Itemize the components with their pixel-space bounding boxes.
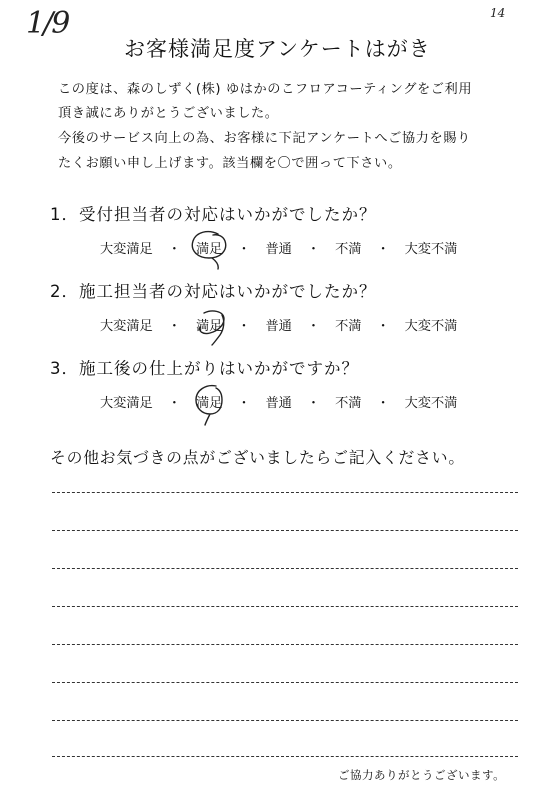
thank-you-footer: ご協力ありがとうございます。	[338, 768, 506, 782]
page-title: お客様満足度アンケートはがき	[124, 37, 431, 61]
option-neutral[interactable]: 普通	[265, 319, 292, 334]
option-satisfied[interactable]	[196, 238, 222, 257]
option-very-dissatisfied[interactable]: 大変不満	[404, 319, 458, 334]
handwritten-date: 1/9	[26, 6, 69, 41]
comment-line	[52, 530, 518, 531]
option-neutral[interactable]: 普通	[265, 242, 292, 257]
intro-line-3: 今後のサービス向上の為、お客様に下記アンケートへご協力を賜り	[58, 131, 471, 146]
comment-line	[52, 606, 518, 607]
separator-dot: ・	[306, 396, 321, 411]
comment-line	[52, 720, 518, 721]
question-2-options	[100, 315, 520, 334]
option-very-satisfied[interactable]: 大変満足	[100, 319, 153, 334]
intro-line-1: この度は、森のしずく(株) ゆはかのこフロアコーティングをご利用	[58, 82, 473, 97]
question-1-options	[100, 238, 520, 257]
option-dissatisfied[interactable]: 不満	[335, 319, 362, 334]
question-3-options	[100, 392, 520, 411]
separator-dot: ・	[376, 396, 390, 411]
separator-dot: ・	[237, 396, 251, 411]
separator-dot: ・	[237, 242, 251, 257]
option-very-satisfied[interactable]: 大変満足	[100, 396, 153, 411]
option-label: 満足	[195, 242, 223, 257]
option-label: 満足	[195, 319, 223, 334]
intro-line-2: 頂き誠にありがとうございました。	[58, 106, 279, 121]
question-1: 1．受付担当者の対応はいかがでしたか？	[50, 205, 377, 224]
comment-line	[52, 644, 518, 645]
intro-line-4: たくお願い申し上げます。該当欄を〇で囲って下さい。	[58, 156, 402, 171]
option-satisfied[interactable]	[196, 392, 222, 411]
handwritten-number: 14	[490, 6, 506, 20]
comment-line	[52, 492, 518, 493]
comment-line	[52, 756, 518, 757]
separator-dot: ・	[167, 396, 181, 411]
option-dissatisfied[interactable]: 不満	[335, 396, 362, 411]
separator-dot: ・	[376, 242, 390, 257]
comment-line	[52, 682, 518, 683]
separator-dot: ・	[167, 319, 181, 334]
option-label: 満足	[195, 396, 223, 411]
option-very-satisfied[interactable]: 大変満足	[100, 242, 153, 257]
question-3: 3．施工後の仕上がりはいかがですか？	[50, 359, 359, 378]
separator-dot: ・	[306, 319, 321, 334]
option-satisfied[interactable]	[196, 315, 222, 334]
separator-dot: ・	[167, 242, 181, 257]
separator-dot: ・	[306, 242, 321, 257]
separator-dot: ・	[376, 319, 390, 334]
option-very-dissatisfied[interactable]: 大変不満	[404, 396, 458, 411]
option-very-dissatisfied[interactable]: 大変不満	[404, 242, 458, 257]
comment-line	[52, 568, 518, 569]
free-comment-prompt: その他お気づきの点がございましたらご記入ください。	[50, 448, 465, 467]
option-dissatisfied[interactable]: 不満	[335, 242, 362, 257]
option-neutral[interactable]: 普通	[265, 396, 292, 411]
separator-dot: ・	[237, 319, 251, 334]
question-2: 2．施工担当者の対応はいかがでしたか？	[50, 282, 377, 301]
